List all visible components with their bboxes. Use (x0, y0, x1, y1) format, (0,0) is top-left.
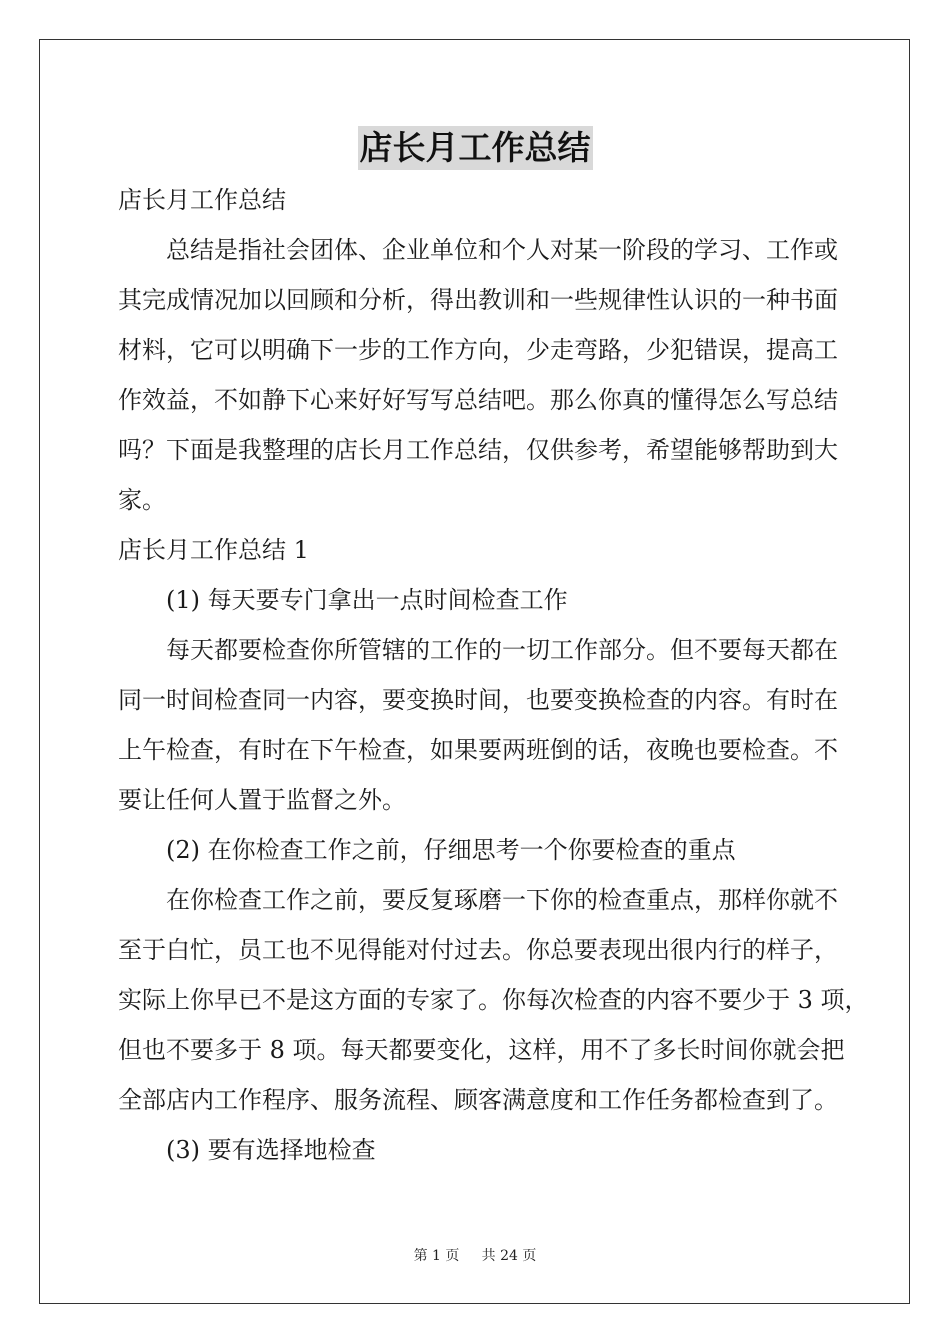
page-total: 共 24 页 (481, 1248, 537, 1264)
paragraph-line: 实际上你早已不是这方面的专家了。你每次检查的内容不要少于 3 项， (118, 986, 869, 1014)
paragraph-line: 作效益，不如静下心来好好写写总结吧。那么你真的懂得怎么写总结 (118, 386, 838, 414)
paragraph-line: 至于白忙，员工也不见得能对付过去。你总要表现出很内行的样子， (118, 936, 838, 964)
item-heading: (2) 在你检查工作之前，仔细思考一个你要检查的重点 (166, 836, 736, 864)
item-heading: (1) 每天要专门拿出一点时间检查工作 (166, 586, 568, 614)
paragraph-line: 材料，它可以明确下一步的工作方向，少走弯路，少犯错误，提高工 (118, 336, 838, 364)
section-heading: 店长月工作总结 1 (118, 536, 309, 564)
paragraph-line: 其完成情况加以回顾和分析，得出教训和一些规律性认识的一种书面 (118, 286, 838, 314)
paragraph-line: 要让任何人置于监督之外。 (118, 786, 406, 814)
item-heading: (3) 要有选择地检查 (166, 1136, 376, 1164)
paragraph-line: 但也不要多于 8 项。每天都要变化，这样，用不了多长时间你就会把 (118, 1036, 845, 1064)
paragraph-line: 总结是指社会团体、企业单位和个人对某一阶段的学习、工作或 (166, 236, 838, 264)
paragraph-line: 每天都要检查你所管辖的工作的一切工作部分。但不要每天都在 (166, 636, 838, 664)
title-container (0, 126, 950, 170)
paragraph-line: 同一时间检查同一内容，要变换时间，也要变换检查的内容。有时在 (118, 686, 838, 714)
paragraph-line: 上午检查，有时在下午检查，如果要两班倒的话，夜晚也要检查。不 (118, 736, 838, 764)
page-number: 第 1 页 (413, 1248, 460, 1264)
subtitle-line: 店长月工作总结 (118, 186, 286, 214)
paragraph-line: 全部店内工作程序、服务流程、顾客满意度和工作任务都检查到了。 (118, 1086, 838, 1114)
paragraph-line: 吗？下面是我整理的店长月工作总结，仅供参考，希望能够帮助到大 (118, 436, 838, 464)
paragraph-line: 家。 (118, 486, 166, 514)
document-title: 店长月工作总结 (358, 126, 593, 170)
paragraph-line: 在你检查工作之前，要反复琢磨一下你的检查重点，那样你就不 (166, 886, 838, 914)
page-footer (0, 1245, 950, 1265)
